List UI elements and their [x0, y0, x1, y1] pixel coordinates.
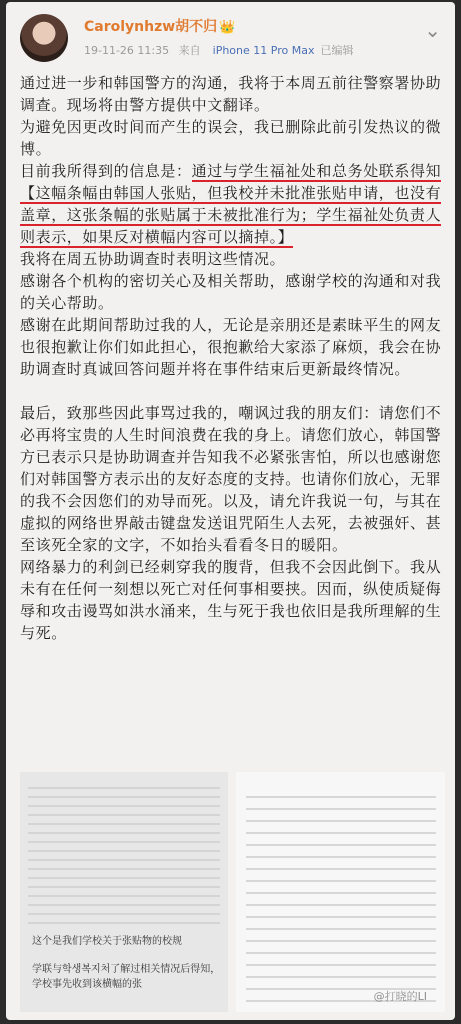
paragraph: 为避免因更改时间而产生的误会，我已删除此前引发热议的微博。	[20, 118, 442, 158]
post-date: 19-11-26 11:35	[84, 44, 170, 57]
highlighted-quote: 通过与学生福祉处和总务处联系得知【这幅条幅由韩国人张贴，但我校并未批准张贴申请，也没有盖章，这张条幅的张贴属于未被批准行为；学生福祉处负责人则表示，如果反对横幅内容可以摘掉。】	[20, 162, 442, 246]
post-body	[20, 72, 445, 644]
paragraph: 最后，致那些因此事骂过我的，嘲讽过我的朋友们：请您们不必再将宝贵的人生时间浪费在我的身上。请您们放心，韩国警方已表示只是协助调查并告知我不必紧张害怕，所以也感谢您们对韩国警方表示出的友好态度的支持。也请你们放心，无罪的我不会因您们的劝导而死。以及，请允许我说一句，与其在虚拟的网络世界敲击键盘发送诅咒陌生人去死，去被强奸、甚至该死全家的文字，不如抬头看看冬日的暖阳。	[20, 404, 442, 554]
paragraph-intro: 目前我所得到的信息是：	[20, 162, 192, 180]
vip-crown-icon: 👑	[219, 20, 236, 35]
post-device[interactable]: iPhone 11 Pro Max	[212, 44, 315, 57]
post-header	[6, 2, 455, 66]
post-meta	[84, 42, 359, 58]
document-text-lines	[246, 786, 436, 1004]
edited-label: 已编辑	[320, 44, 354, 57]
document-text-lines	[28, 780, 220, 925]
paragraph	[20, 160, 445, 248]
paragraph: 感谢各个机构的密切关心及相关帮助，感谢学校的沟通和对我的关心帮助。	[20, 272, 442, 312]
paragraph: 网络暴力的利剑已经刺穿我的腹背，但我不会因此倒下。我从未有在任何一刻想以死亡对任何事相要挟。因而，纵使质疑侮辱和攻击谩骂如洪水涌来，生与死于我也依旧是我所理解的生与死。	[20, 558, 442, 642]
paragraph: 也很抱歉让你们如此担心，很抱歉给大家添了麻烦，我会在协助调查时真诚回答问题并将在事件结束后更新最终情况。	[20, 338, 442, 378]
chevron-down-icon[interactable]: ⌄	[424, 18, 441, 42]
username[interactable]	[84, 16, 235, 36]
paragraph: 感谢在此期间帮助过我的人，无论是亲朋还是素昧平生的网友	[20, 316, 442, 334]
paragraph-spacer	[20, 380, 445, 402]
paragraph: 我将在周五协助调查时表明这些情况。	[20, 250, 286, 268]
image-caption: 学联与학생복지처了解过相关情况后得知，学校事先收到该横幅的张	[32, 964, 221, 990]
source-prefix: 来自	[178, 44, 201, 57]
user-avatar[interactable]	[20, 14, 68, 62]
paragraph: 通过进一步和韩国警方的沟通，我将于本周五前往警察署协助调查。现场将由警方提供中文翻译。	[20, 74, 442, 114]
image-caption: 这个是我们学校关于张贴物的校规	[32, 936, 182, 947]
attached-images	[20, 772, 445, 1012]
weibo-post-card	[6, 2, 455, 1020]
attached-image-school-rules[interactable]	[20, 772, 228, 1012]
watermark: @打晓的LI	[373, 990, 427, 1003]
username-text[interactable]: Carolynhzw胡不归	[84, 19, 218, 35]
attached-image-document[interactable]	[236, 772, 445, 1012]
